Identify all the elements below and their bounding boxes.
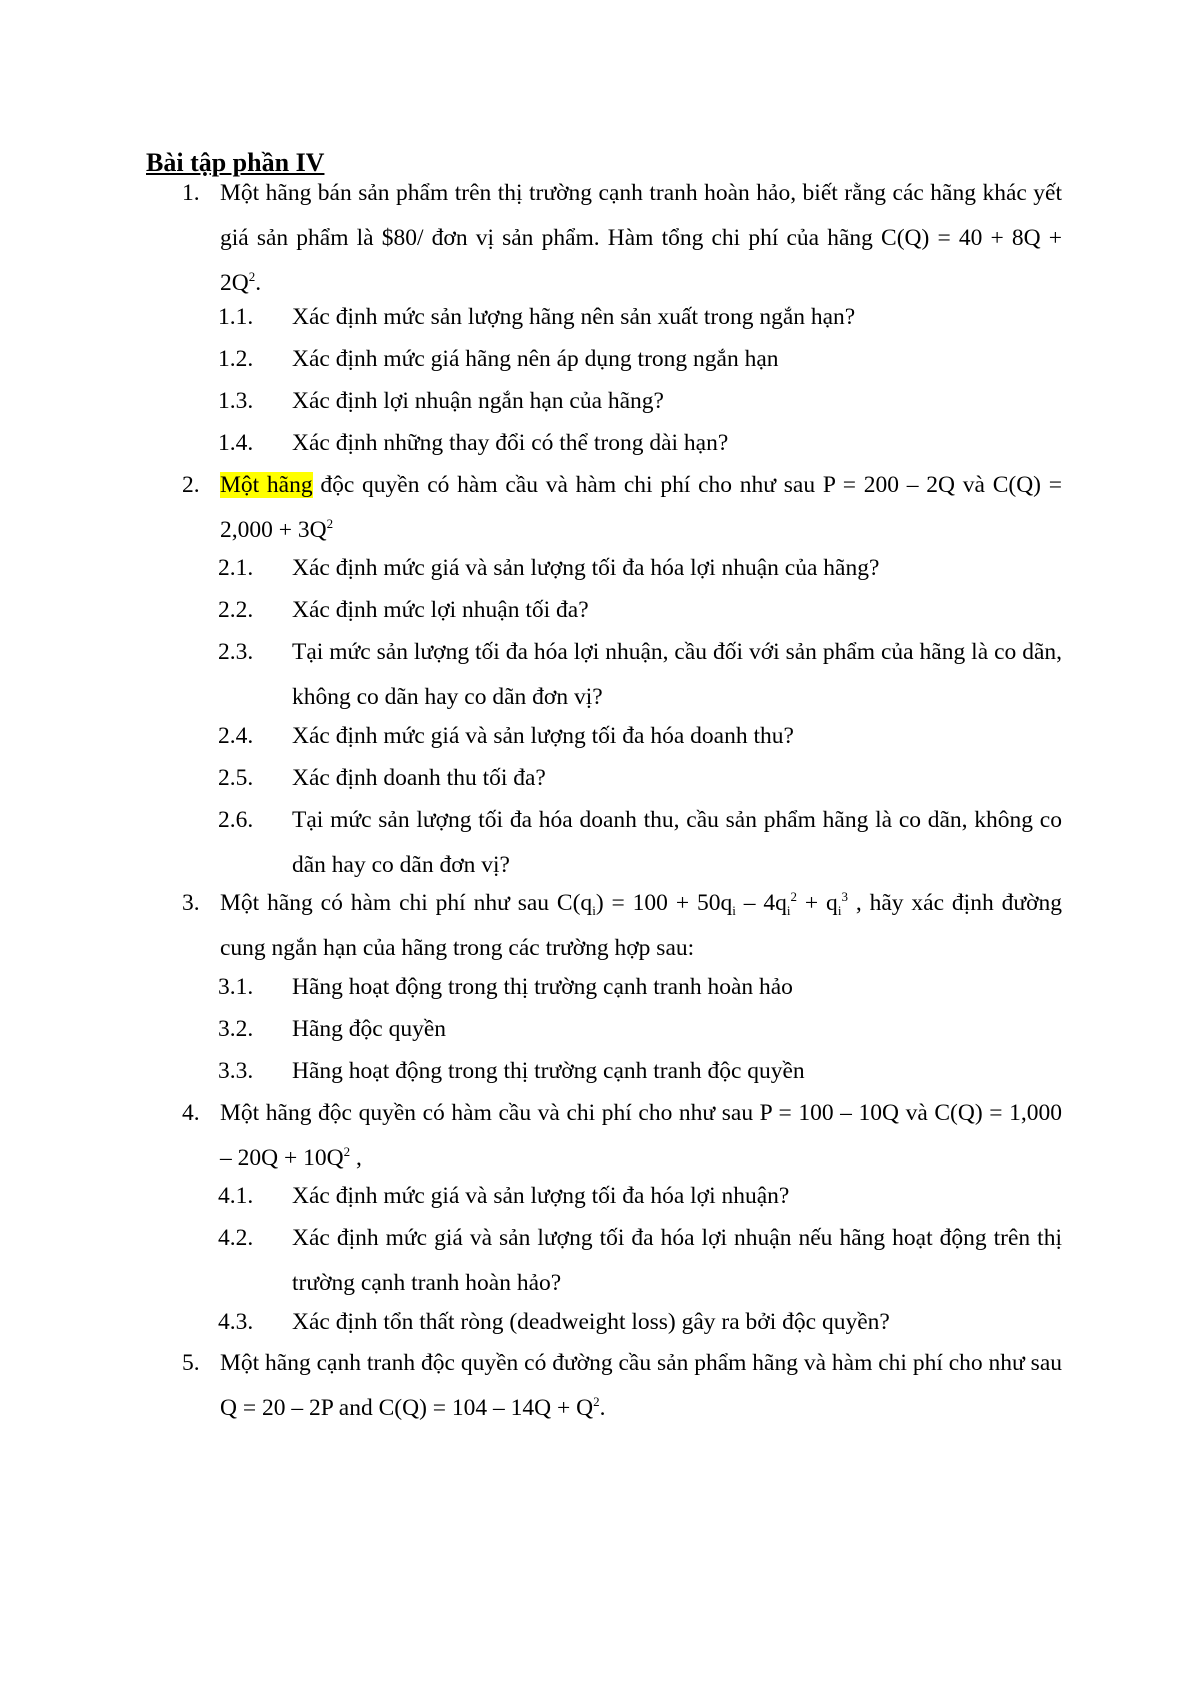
subquestion-2-6: 2.6. Tại mức sản lượng tối đa hóa doanh thu, cầu sản phẩm hãng là co dãn, không co dãn hay co dãn đơn vị? (218, 807, 1062, 878)
subquestion-3-3: 3.3. Hãng hoạt động trong thị trường cạnh tranh độc quyền (218, 1058, 805, 1084)
question-2 (182, 463, 1062, 553)
question-4 (182, 1091, 1062, 1181)
question-number: 2. (182, 472, 200, 498)
question-text: Một hãng độc quyền có hàm cầu và chi phí cho như sau P = 100 – 10Q và $C(Q) = 1,000 - 20Q + 10Q^2$ , (220, 1100, 1062, 1171)
subquestion-3-2: 3.2. Hãng độc quyền (218, 1016, 447, 1042)
question-text: Một hãng bán sản phẩm trên thị trường cạnh tranh hoàn hảo, biết rằng các hãng khác yết giá sản phẩm là $80/ đơn vị sản phẩm. Hàm tổng chi phí của hãng $C(Q) = 40 + 8Q + 2Q^2$. (220, 180, 1062, 296)
question-1 (182, 171, 1062, 306)
subquestion-4-2: 4.2. Xác định mức giá và sản lượng tối đa hóa lợi nhuận nếu hãng hoạt động trên thị trường cạnh tranh hoàn hảo? (218, 1225, 1062, 1296)
question-3 (182, 881, 1062, 971)
subquestion-2-3: 2.3. Tại mức sản lượng tối đa hóa lợi nhuận, cầu đối với sản phẩm của hãng là co dãn, không co dãn hay co dãn đơn vị? (218, 639, 1062, 710)
subquestion-4-3: 4.3. Xác định tổn thất ròng (deadweight loss) gây ra bởi độc quyền? (218, 1309, 890, 1335)
question-text: Một hãng có hàm chi phí như sau $C(q_i) = 100 + 50q_i - 4q_i^2 + q_i^3$ , hãy xác định đường cung ngắn hạn của hãng trong các trường hợp sau: (220, 889, 1063, 961)
subquestion-3-1: 3.1. Hãng hoạt động trong thị trường cạnh tranh hoàn hảo (218, 974, 793, 1000)
question-text: Một hãng cạnh tranh độc quyền có đường cầu sản phẩm hãng và hàm chi phí cho như sau Q = 20 – 2P and $C(Q) = 104 - 14Q + Q^2$. (220, 1350, 1062, 1421)
subquestion-1-2: 1.2. Xác định mức giá hãng nên áp dụng trong ngắn hạn (218, 346, 779, 372)
subquestion-1-3: 1.3. Xác định lợi nhuận ngắn hạn của hãng? (218, 388, 664, 414)
question-text: Một hãng độc quyền có hàm cầu và hàm chi phí cho như sau P = 200 – 2Q và $C(Q) = 2,000 + 3Q^2$ (220, 472, 1062, 543)
subquestion-2-4: 2.4. Xác định mức giá và sản lượng tối đa hóa doanh thu? (218, 723, 794, 749)
question-number: 4. (182, 1100, 200, 1126)
subquestion-2-1: 2.1. Xác định mức giá và sản lượng tối đa hóa lợi nhuận của hãng? (218, 555, 880, 581)
subquestion-2-2: 2.2. Xác định mức lợi nhuận tối đa? (218, 597, 589, 623)
subquestion-1-1: 1.1. Xác định mức sản lượng hãng nên sản xuất trong ngắn hạn? (218, 304, 856, 330)
section-title: Bài tập phần IV (146, 148, 325, 177)
subquestion-2-5: 2.5. Xác định doanh thu tối đa? (218, 765, 546, 791)
question-5 (182, 1341, 1062, 1431)
subquestion-1-4: 1.4. Xác định những thay đổi có thể trong dài hạn? (218, 430, 729, 456)
highlighted-text: Một hãng (220, 472, 313, 498)
question-number: 3. (182, 890, 200, 916)
subquestion-4-1: 4.1. Xác định mức giá và sản lượng tối đa hóa lợi nhuận? (218, 1183, 790, 1209)
question-number: 5. (182, 1350, 200, 1376)
question-number: 1. (182, 180, 200, 206)
